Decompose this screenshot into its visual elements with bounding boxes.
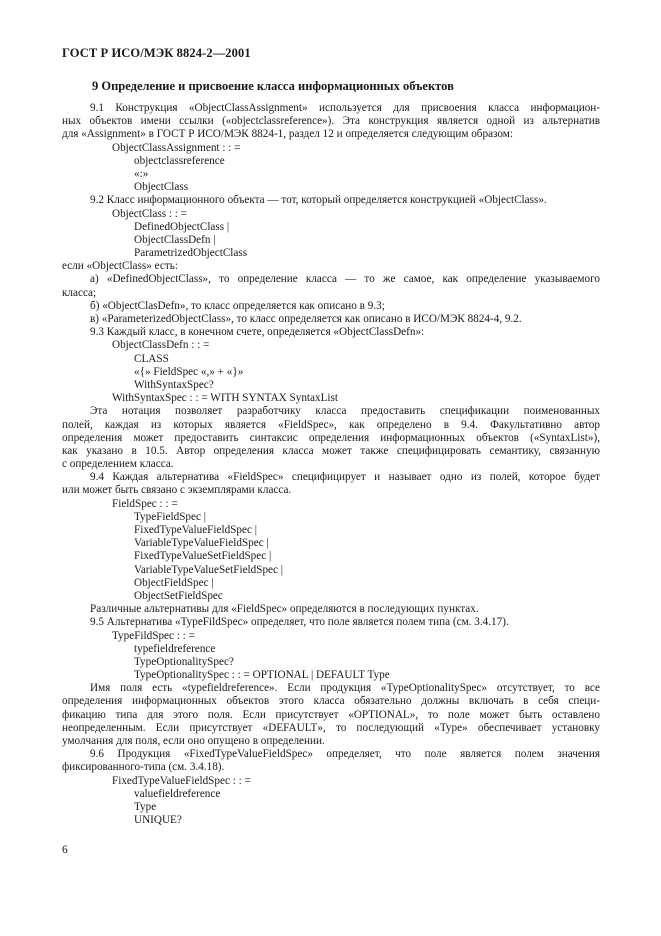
- text-line: ных объектов имени ссылки («objectclassreference»). Эта конструкция является одной из альтернатив: [62, 115, 600, 128]
- text-line: ObjectClass : : =: [112, 207, 187, 220]
- text-line: TypeFieldSpec |: [134, 510, 206, 523]
- text-line: Имя поля есть «typefieldreference». Если продукция «TypeOptionalitySpec» отсутствует, то все: [90, 682, 600, 695]
- text-line: 9.4 Каждая альтернатива «FieldSpec» специфицирует и называет одно из полей, которое будет: [90, 471, 600, 484]
- text-line: в) «ParameterizedObjectClass», то класс определяется как описано в ИСО/МЭК 8824-4, 9.2.: [90, 313, 522, 325]
- text-line: полей, каждая из которых является «FieldSpec», как определено в 9.4. Факультативно автор: [62, 418, 600, 431]
- section-title: 9 Определение и присвоение класса информационных объектов: [92, 79, 454, 93]
- text-line: FixedTypeValueFieldSpec : : =: [112, 774, 251, 787]
- text-line: TypeOptionalitySpec : : = OPTIONAL | DEFAULT Type: [134, 669, 390, 682]
- text-line: DefinedObjectClass |: [134, 220, 230, 233]
- text-line: FixedTypeValueSetFieldSpec |: [134, 550, 272, 563]
- text-line: TypeOptionalitySpec?: [134, 655, 234, 668]
- text-line: 9.5 Альтернатива «TypeFildSpec» определяет, что поле является полем типа (см. 3.4.17).: [90, 616, 509, 629]
- text-line: FieldSpec : : =: [112, 497, 178, 510]
- text-line: objectclassreference: [134, 154, 225, 167]
- text-line: ObjectClass: [134, 181, 189, 194]
- document-header: ГОСТ Р ИСО/МЭК 8824-2—2001: [62, 46, 251, 60]
- text-line: определения информационных объектов этого класса обязательно должны включать в себя специ-: [62, 695, 600, 708]
- text-line: для «Assignment» в ГОСТ Р ИСО/МЭК 8824-1, раздел 12 и определяется следующим образом:: [62, 128, 513, 141]
- text-line: 9.6 Продукция «FixedTypeValueFieldSpec» определяет, что поле является полем значения: [90, 748, 600, 761]
- text-line: ObjectClassDefn : : =: [112, 339, 210, 352]
- text-line: ObjectClassAssignment : : =: [112, 141, 241, 154]
- text-line: TypeFildSpec : : =: [112, 629, 195, 642]
- text-line: 9.3 Каждый класс, в конечном счете, определяется «ObjectClassDefn»:: [90, 326, 425, 339]
- text-line: Type: [134, 800, 157, 813]
- text-line: typefieldreference: [134, 642, 216, 655]
- text-line: ObjectSetFieldSpec: [134, 589, 223, 602]
- text-line: «{» FieldSpec «,» + «}»: [134, 365, 244, 378]
- text-line: Различные альтернативы для «FieldSpec» определяются в последующих пунктах.: [90, 603, 479, 616]
- text-line: умолчания для поля, если оно опущено в определении.: [62, 735, 325, 747]
- text-line: UNIQUE?: [134, 814, 182, 827]
- text-line: VariableTypeValueSetFieldSpec |: [134, 563, 284, 576]
- text-line: ParametrizedObjectClass: [134, 247, 248, 260]
- text-line: ObjectFieldSpec |: [134, 576, 214, 589]
- text-line: Эта нотация позволяет разработчику класса предоставить спецификации поименованных: [90, 405, 600, 418]
- text-line: с определением класса.: [62, 458, 174, 471]
- text-line: определения может предоставить синтаксис определения информационных объектов («SyntaxList»),: [62, 431, 600, 444]
- text-line: VariableTypeValueFieldSpec |: [134, 537, 269, 550]
- text-line: если «ObjectClass» есть:: [62, 260, 178, 273]
- text-line: CLASS: [134, 352, 169, 365]
- text-line: фикацию типа для этого поля. Если присутствует «OPTIONAL», то поле может быть оставлено: [62, 708, 600, 721]
- page-number: 6: [62, 844, 68, 856]
- text-line: WithSyntaxSpec?: [134, 378, 214, 391]
- text-line: класса;: [62, 286, 97, 299]
- text-line: 9.1 Конструкция «ObjectClassAssignment» используется для присвоения класса информацион-: [90, 102, 600, 114]
- text-line: valuefieldreference: [134, 787, 221, 800]
- text-line: а) «DefinedObjectClass», то определение класса — то же самое, как определение указываемого: [90, 273, 600, 286]
- text-line: «:»: [134, 167, 149, 180]
- text-line: как указано в 10.5. Автор определения класса может также специфицировать семантику, связанную: [62, 444, 600, 457]
- text-line: б) «ObjectClasDefn», то класс определяется как описано в 9.3;: [90, 299, 385, 312]
- text-line: 9.2 Класс информационного объекта — тот, который определяется конструкцией «ObjectClass».: [90, 194, 547, 207]
- document-body: [62, 102, 600, 827]
- text-line: WithSyntaxSpec : : = WITH SYNTAX SyntaxList: [112, 392, 339, 405]
- text-line: FixedTypeValueFieldSpec |: [134, 524, 257, 536]
- text-line: фиксированного-типа (см. 3.4.18).: [62, 761, 225, 774]
- text-line: неопределенным. Если присутствует «DEFAULT», то последующий «Type» обеспечивает установку: [62, 721, 600, 734]
- text-line: или может быть связано с экземплярами класса.: [62, 484, 292, 497]
- text-line: ObjectClassDefn |: [134, 233, 216, 246]
